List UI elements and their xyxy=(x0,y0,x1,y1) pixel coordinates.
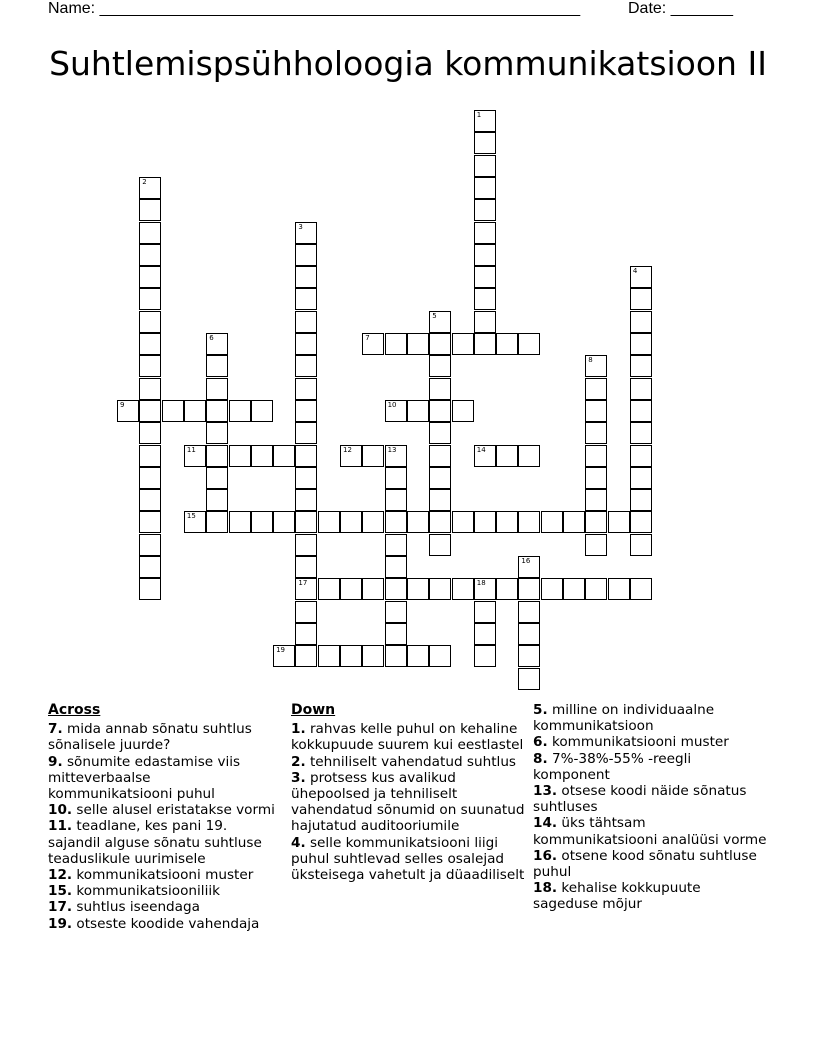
crossword-cell[interactable] xyxy=(474,511,496,533)
clue-item xyxy=(533,734,768,750)
crossword-cell[interactable] xyxy=(362,333,384,355)
crossword-cell[interactable] xyxy=(630,266,652,288)
crossword-cell[interactable] xyxy=(206,422,228,444)
crossword-cell[interactable] xyxy=(295,556,317,578)
crossword-cell[interactable] xyxy=(630,489,652,511)
cell-number: 15 xyxy=(186,512,196,521)
crossword-cell[interactable] xyxy=(608,511,630,533)
crossword-cell[interactable] xyxy=(139,378,161,400)
crossword-cell[interactable] xyxy=(630,311,652,333)
crossword-cell[interactable] xyxy=(139,311,161,333)
crossword-cell[interactable] xyxy=(229,445,251,467)
crossword-cell[interactable] xyxy=(206,378,228,400)
crossword-cell[interactable] xyxy=(474,288,496,310)
clue-item xyxy=(48,916,278,932)
crossword-cell[interactable] xyxy=(139,199,161,221)
crossword-cell[interactable] xyxy=(518,668,540,690)
crossword-cell[interactable] xyxy=(452,511,474,533)
clue-item xyxy=(533,815,768,847)
crossword-cell[interactable] xyxy=(385,333,407,355)
clue-item xyxy=(48,721,278,753)
crossword-cell[interactable] xyxy=(385,556,407,578)
crossword-cell[interactable] xyxy=(295,400,317,422)
clue-item xyxy=(291,721,526,753)
crossword-cell[interactable] xyxy=(318,578,340,600)
crossword-cell[interactable] xyxy=(585,534,607,556)
crossword-cell[interactable] xyxy=(229,511,251,533)
crossword-cell[interactable] xyxy=(496,578,518,600)
crossword-cell[interactable] xyxy=(184,445,206,467)
cell-number: 11 xyxy=(186,445,196,454)
clue-item xyxy=(48,899,278,915)
clue-item xyxy=(48,867,278,883)
clue-text: teadlane, kes pani 19. sajandil alguse sõnatu suhtluse teaduslikule uurimisele xyxy=(48,818,262,867)
cell-number: 16 xyxy=(521,557,531,565)
crossword-cell[interactable] xyxy=(429,467,451,489)
clue-text: rahvas kelle puhul on kehaline kokkupuude suurem kui eestlastel xyxy=(291,721,524,754)
crossword-cell[interactable] xyxy=(429,578,451,600)
crossword-cell[interactable] xyxy=(295,645,317,667)
crossword-cell[interactable] xyxy=(429,534,451,556)
crossword-cell[interactable] xyxy=(251,445,273,467)
crossword-cell[interactable] xyxy=(385,578,407,600)
crossword-cell[interactable] xyxy=(585,511,607,533)
page-title: Suhtlemispsühholoogia kommunikatsioon II xyxy=(49,44,767,83)
crossword-cell[interactable] xyxy=(518,601,540,623)
crossword-cell[interactable] xyxy=(295,623,317,645)
crossword-cell[interactable] xyxy=(295,534,317,556)
cell-number: 13 xyxy=(387,445,397,454)
clue-item xyxy=(533,783,768,815)
cell-number: 12 xyxy=(343,445,352,454)
crossword-cell[interactable] xyxy=(295,378,317,400)
crossword-cell[interactable] xyxy=(139,177,161,199)
clue-number: 19. xyxy=(48,915,73,932)
crossword-cell[interactable] xyxy=(541,511,563,533)
clue-text: kommunikatsiooniliik xyxy=(72,883,220,900)
crossword-cell[interactable] xyxy=(474,445,496,467)
crossword-cell[interactable] xyxy=(585,489,607,511)
crossword-cell[interactable] xyxy=(474,311,496,333)
crossword-cell[interactable] xyxy=(429,422,451,444)
crossword-cell[interactable] xyxy=(295,222,317,244)
crossword-cell[interactable] xyxy=(630,445,652,467)
crossword-cell[interactable] xyxy=(452,578,474,600)
crossword-cell[interactable] xyxy=(139,578,161,600)
crossword-cell[interactable] xyxy=(184,511,206,533)
clue-item xyxy=(48,754,278,803)
clue-item xyxy=(291,770,526,835)
cell-number: 19 xyxy=(276,646,286,655)
date-field-label: Date: _______ xyxy=(628,0,733,17)
crossword-cell[interactable] xyxy=(362,645,384,667)
clue-number: 11. xyxy=(48,818,73,835)
clue-text: mida annab sõnatu suhtlus sõnalisele juurde? xyxy=(48,721,252,754)
crossword-cell[interactable] xyxy=(630,400,652,422)
crossword-cell[interactable] xyxy=(295,467,317,489)
cell-number: 1 xyxy=(476,111,482,119)
clue-text: otsese koodi näide sõnatus suhtluses xyxy=(533,783,747,816)
clue-number: 3. xyxy=(291,769,306,786)
crossword-cell[interactable] xyxy=(206,445,228,467)
name-field-label: Name: ______________________________________________________ xyxy=(48,0,581,17)
down-clues xyxy=(291,702,526,883)
crossword-cell[interactable] xyxy=(474,199,496,221)
crossword-cell[interactable] xyxy=(206,511,228,533)
crossword-cell[interactable] xyxy=(295,489,317,511)
crossword-cell[interactable] xyxy=(385,623,407,645)
crossword-cell[interactable] xyxy=(407,645,429,667)
cell-number: 2 xyxy=(142,177,147,186)
crossword-cell[interactable] xyxy=(496,511,518,533)
cell-number: 6 xyxy=(209,334,214,342)
clue-text: otseste koodide vahendaja xyxy=(72,915,260,932)
crossword-cell[interactable] xyxy=(608,578,630,600)
crossword-cell[interactable] xyxy=(518,333,540,355)
cell-number: 4 xyxy=(632,267,638,276)
clue-number: 13. xyxy=(533,783,558,800)
crossword-cell[interactable] xyxy=(139,422,161,444)
cell-number: 7 xyxy=(365,334,370,342)
crossword-cell[interactable] xyxy=(340,445,362,467)
crossword-cell[interactable] xyxy=(407,333,429,355)
crossword-cell[interactable] xyxy=(139,445,161,467)
crossword-cell[interactable] xyxy=(630,422,652,444)
crossword-cell[interactable] xyxy=(362,511,384,533)
clue-item xyxy=(48,883,278,899)
crossword-cell[interactable] xyxy=(385,467,407,489)
down-heading: Down xyxy=(291,702,336,718)
clue-text: üks tähtsam kommunikatsiooni analüüsi vorme xyxy=(533,815,767,848)
crossword-cell[interactable] xyxy=(162,400,184,422)
crossword-cell[interactable] xyxy=(630,333,652,355)
crossword-cell[interactable] xyxy=(474,645,496,667)
clue-number: 5. xyxy=(533,702,548,718)
crossword-cell[interactable] xyxy=(429,333,451,355)
clue-item xyxy=(291,835,526,884)
crossword-cell[interactable] xyxy=(295,311,317,333)
crossword-cell[interactable] xyxy=(630,534,652,556)
crossword-cell[interactable] xyxy=(518,645,540,667)
crossword-cell[interactable] xyxy=(585,467,607,489)
crossword-cell[interactable] xyxy=(385,511,407,533)
crossword-cell[interactable] xyxy=(474,623,496,645)
crossword-cell[interactable] xyxy=(295,288,317,310)
cell-number: 17 xyxy=(298,579,308,588)
crossword-cell[interactable] xyxy=(541,578,563,600)
crossword-cell[interactable] xyxy=(273,445,295,467)
clue-item xyxy=(533,880,768,912)
clue-text: suhtlus iseendaga xyxy=(72,899,200,916)
cell-number: 18 xyxy=(476,579,486,588)
clue-number: 4. xyxy=(291,834,306,851)
crossword-cell[interactable] xyxy=(474,578,496,600)
crossword-cell[interactable] xyxy=(518,511,540,533)
crossword-cell[interactable] xyxy=(295,422,317,444)
crossword-cell[interactable] xyxy=(206,489,228,511)
crossword-cell[interactable] xyxy=(429,378,451,400)
crossword-cell[interactable] xyxy=(139,556,161,578)
crossword-cell[interactable] xyxy=(295,244,317,266)
crossword-cell[interactable] xyxy=(496,445,518,467)
crossword-cell[interactable] xyxy=(429,400,451,422)
crossword-cell[interactable] xyxy=(273,645,295,667)
clue-number: 6. xyxy=(533,734,548,751)
crossword-cell[interactable] xyxy=(518,578,540,600)
crossword-cell[interactable] xyxy=(585,578,607,600)
crossword-cell[interactable] xyxy=(429,311,451,333)
clue-item xyxy=(48,802,278,818)
crossword-cell[interactable] xyxy=(407,578,429,600)
clue-text: kommunikatsiooni muster xyxy=(547,734,729,751)
crossword-cell[interactable] xyxy=(474,155,496,177)
crossword-cell[interactable] xyxy=(295,355,317,377)
crossword-cell[interactable] xyxy=(474,601,496,623)
cell-number: 3 xyxy=(298,222,303,231)
crossword-cell[interactable] xyxy=(273,511,295,533)
crossword-cell[interactable] xyxy=(295,601,317,623)
crossword-cell[interactable] xyxy=(385,400,407,422)
crossword-cell[interactable] xyxy=(585,355,607,377)
clue-item xyxy=(533,848,768,880)
clue-number: 8. xyxy=(533,750,548,767)
crossword-cell[interactable] xyxy=(385,645,407,667)
clue-number: 10. xyxy=(48,802,73,819)
crossword-cell[interactable] xyxy=(452,400,474,422)
crossword-cell[interactable] xyxy=(139,244,161,266)
crossword-cell[interactable] xyxy=(585,378,607,400)
crossword-cell[interactable] xyxy=(474,177,496,199)
clue-text: selle alusel eristatakse vormi xyxy=(72,802,275,819)
clue-number: 16. xyxy=(533,847,558,864)
cell-number: 10 xyxy=(387,400,397,409)
crossword-cell[interactable] xyxy=(385,445,407,467)
crossword-cell[interactable] xyxy=(429,645,451,667)
crossword-cell[interactable] xyxy=(318,645,340,667)
crossword-cell[interactable] xyxy=(139,288,161,310)
crossword-cell[interactable] xyxy=(585,400,607,422)
crossword-cell[interactable] xyxy=(184,400,206,422)
clue-text: kommunikatsiooni muster xyxy=(72,867,254,884)
clue-text: milline on individuaalne kommunikatsioon xyxy=(533,702,715,735)
cell-number: 9 xyxy=(120,400,125,409)
crossword-cell[interactable] xyxy=(429,445,451,467)
clue-number: 9. xyxy=(48,753,63,770)
crossword-cell[interactable] xyxy=(139,511,161,533)
crossword-cell[interactable] xyxy=(630,355,652,377)
across-clues xyxy=(48,702,278,932)
crossword-cell[interactable] xyxy=(630,467,652,489)
crossword-cell[interactable] xyxy=(139,333,161,355)
clue-number: 7. xyxy=(48,721,63,738)
crossword-cell[interactable] xyxy=(474,222,496,244)
clue-item xyxy=(48,818,278,867)
crossword-cell[interactable] xyxy=(474,244,496,266)
crossword-cell[interactable] xyxy=(407,400,429,422)
crossword-cell[interactable] xyxy=(139,222,161,244)
crossword-cell[interactable] xyxy=(563,511,585,533)
crossword-cell[interactable] xyxy=(518,445,540,467)
clue-text: otsene kood sõnatu suhtluse puhul xyxy=(533,847,757,881)
crossword-cell[interactable] xyxy=(362,445,384,467)
crossword-cell[interactable] xyxy=(340,578,362,600)
crossword-cell[interactable] xyxy=(563,578,585,600)
crossword-cell[interactable] xyxy=(385,489,407,511)
crossword-cell[interactable] xyxy=(407,511,429,533)
clue-item xyxy=(291,754,526,770)
crossword-cell[interactable] xyxy=(206,400,228,422)
cell-number: 8 xyxy=(588,356,593,365)
crossword-cell[interactable] xyxy=(117,400,139,422)
crossword-cell[interactable] xyxy=(251,400,273,422)
crossword-cell[interactable] xyxy=(295,511,317,533)
cell-number: 5 xyxy=(432,311,437,320)
crossword-cell[interactable] xyxy=(474,110,496,132)
down-clues-continued xyxy=(533,702,768,913)
crossword-cell[interactable] xyxy=(474,333,496,355)
crossword-cell[interactable] xyxy=(429,489,451,511)
crossword-cell[interactable] xyxy=(496,333,518,355)
crossword-cell[interactable] xyxy=(429,511,451,533)
crossword-cell[interactable] xyxy=(585,445,607,467)
crossword-cell[interactable] xyxy=(229,400,251,422)
crossword-cell[interactable] xyxy=(518,556,540,578)
crossword-cell[interactable] xyxy=(139,266,161,288)
crossword-cell[interactable] xyxy=(318,511,340,533)
crossword-cell[interactable] xyxy=(340,645,362,667)
crossword-cell[interactable] xyxy=(251,511,273,533)
crossword-cell[interactable] xyxy=(474,132,496,154)
crossword-cell[interactable] xyxy=(206,355,228,377)
clue-number: 14. xyxy=(533,815,558,832)
cell-number: 14 xyxy=(476,445,486,454)
clue-number: 15. xyxy=(48,883,73,900)
clue-text: protsess kus avalikud ühepoolsed ja tehniliselt vahendatud sõnumid on suunatud hajutatud auditooriumile xyxy=(291,769,525,835)
clue-text: tehniliselt vahendatud suhtlus xyxy=(305,753,517,770)
crossword-cell[interactable] xyxy=(206,467,228,489)
clue-number: 12. xyxy=(48,867,73,884)
crossword-cell[interactable] xyxy=(362,578,384,600)
crossword-cell[interactable] xyxy=(630,578,652,600)
crossword-cell[interactable] xyxy=(139,489,161,511)
crossword-cell[interactable] xyxy=(340,511,362,533)
clue-number: 2. xyxy=(291,753,306,770)
clue-text: 7%-38%-55% -reegli komponent xyxy=(533,750,692,783)
crossword-cell[interactable] xyxy=(518,623,540,645)
crossword-cell[interactable] xyxy=(630,288,652,310)
crossword-cell[interactable] xyxy=(139,534,161,556)
crossword-cell[interactable] xyxy=(474,266,496,288)
crossword-cell[interactable] xyxy=(585,422,607,444)
crossword-cell[interactable] xyxy=(295,333,317,355)
clue-number: 1. xyxy=(291,721,306,738)
clue-number: 17. xyxy=(48,899,73,916)
crossword-cell[interactable] xyxy=(630,511,652,533)
across-heading: Across xyxy=(48,702,101,718)
crossword-cell[interactable] xyxy=(206,333,228,355)
crossword-cell[interactable] xyxy=(385,534,407,556)
crossword-cell[interactable] xyxy=(139,467,161,489)
crossword-cell[interactable] xyxy=(295,266,317,288)
clue-text: selle kommunikatsiooni liigi puhul suhtlevad selles osalejad üksteisega vahetult ja düaadiliselt xyxy=(291,834,525,884)
clue-item xyxy=(533,751,768,783)
crossword-cell[interactable] xyxy=(385,601,407,623)
clue-item xyxy=(533,702,768,734)
clue-text: sõnumite edastamise viis mitteverbaalse kommunikatsiooni puhul xyxy=(48,753,241,803)
clue-text: kehalise kokkupuute sageduse mõjur xyxy=(533,880,701,913)
crossword-cell[interactable] xyxy=(139,400,161,422)
crossword-cell[interactable] xyxy=(139,355,161,377)
crossword-cell[interactable] xyxy=(630,378,652,400)
clue-number: 18. xyxy=(533,880,558,897)
crossword-cell[interactable] xyxy=(295,445,317,467)
crossword-cell[interactable] xyxy=(429,355,451,377)
crossword-cell[interactable] xyxy=(452,333,474,355)
crossword-cell[interactable] xyxy=(295,578,317,600)
